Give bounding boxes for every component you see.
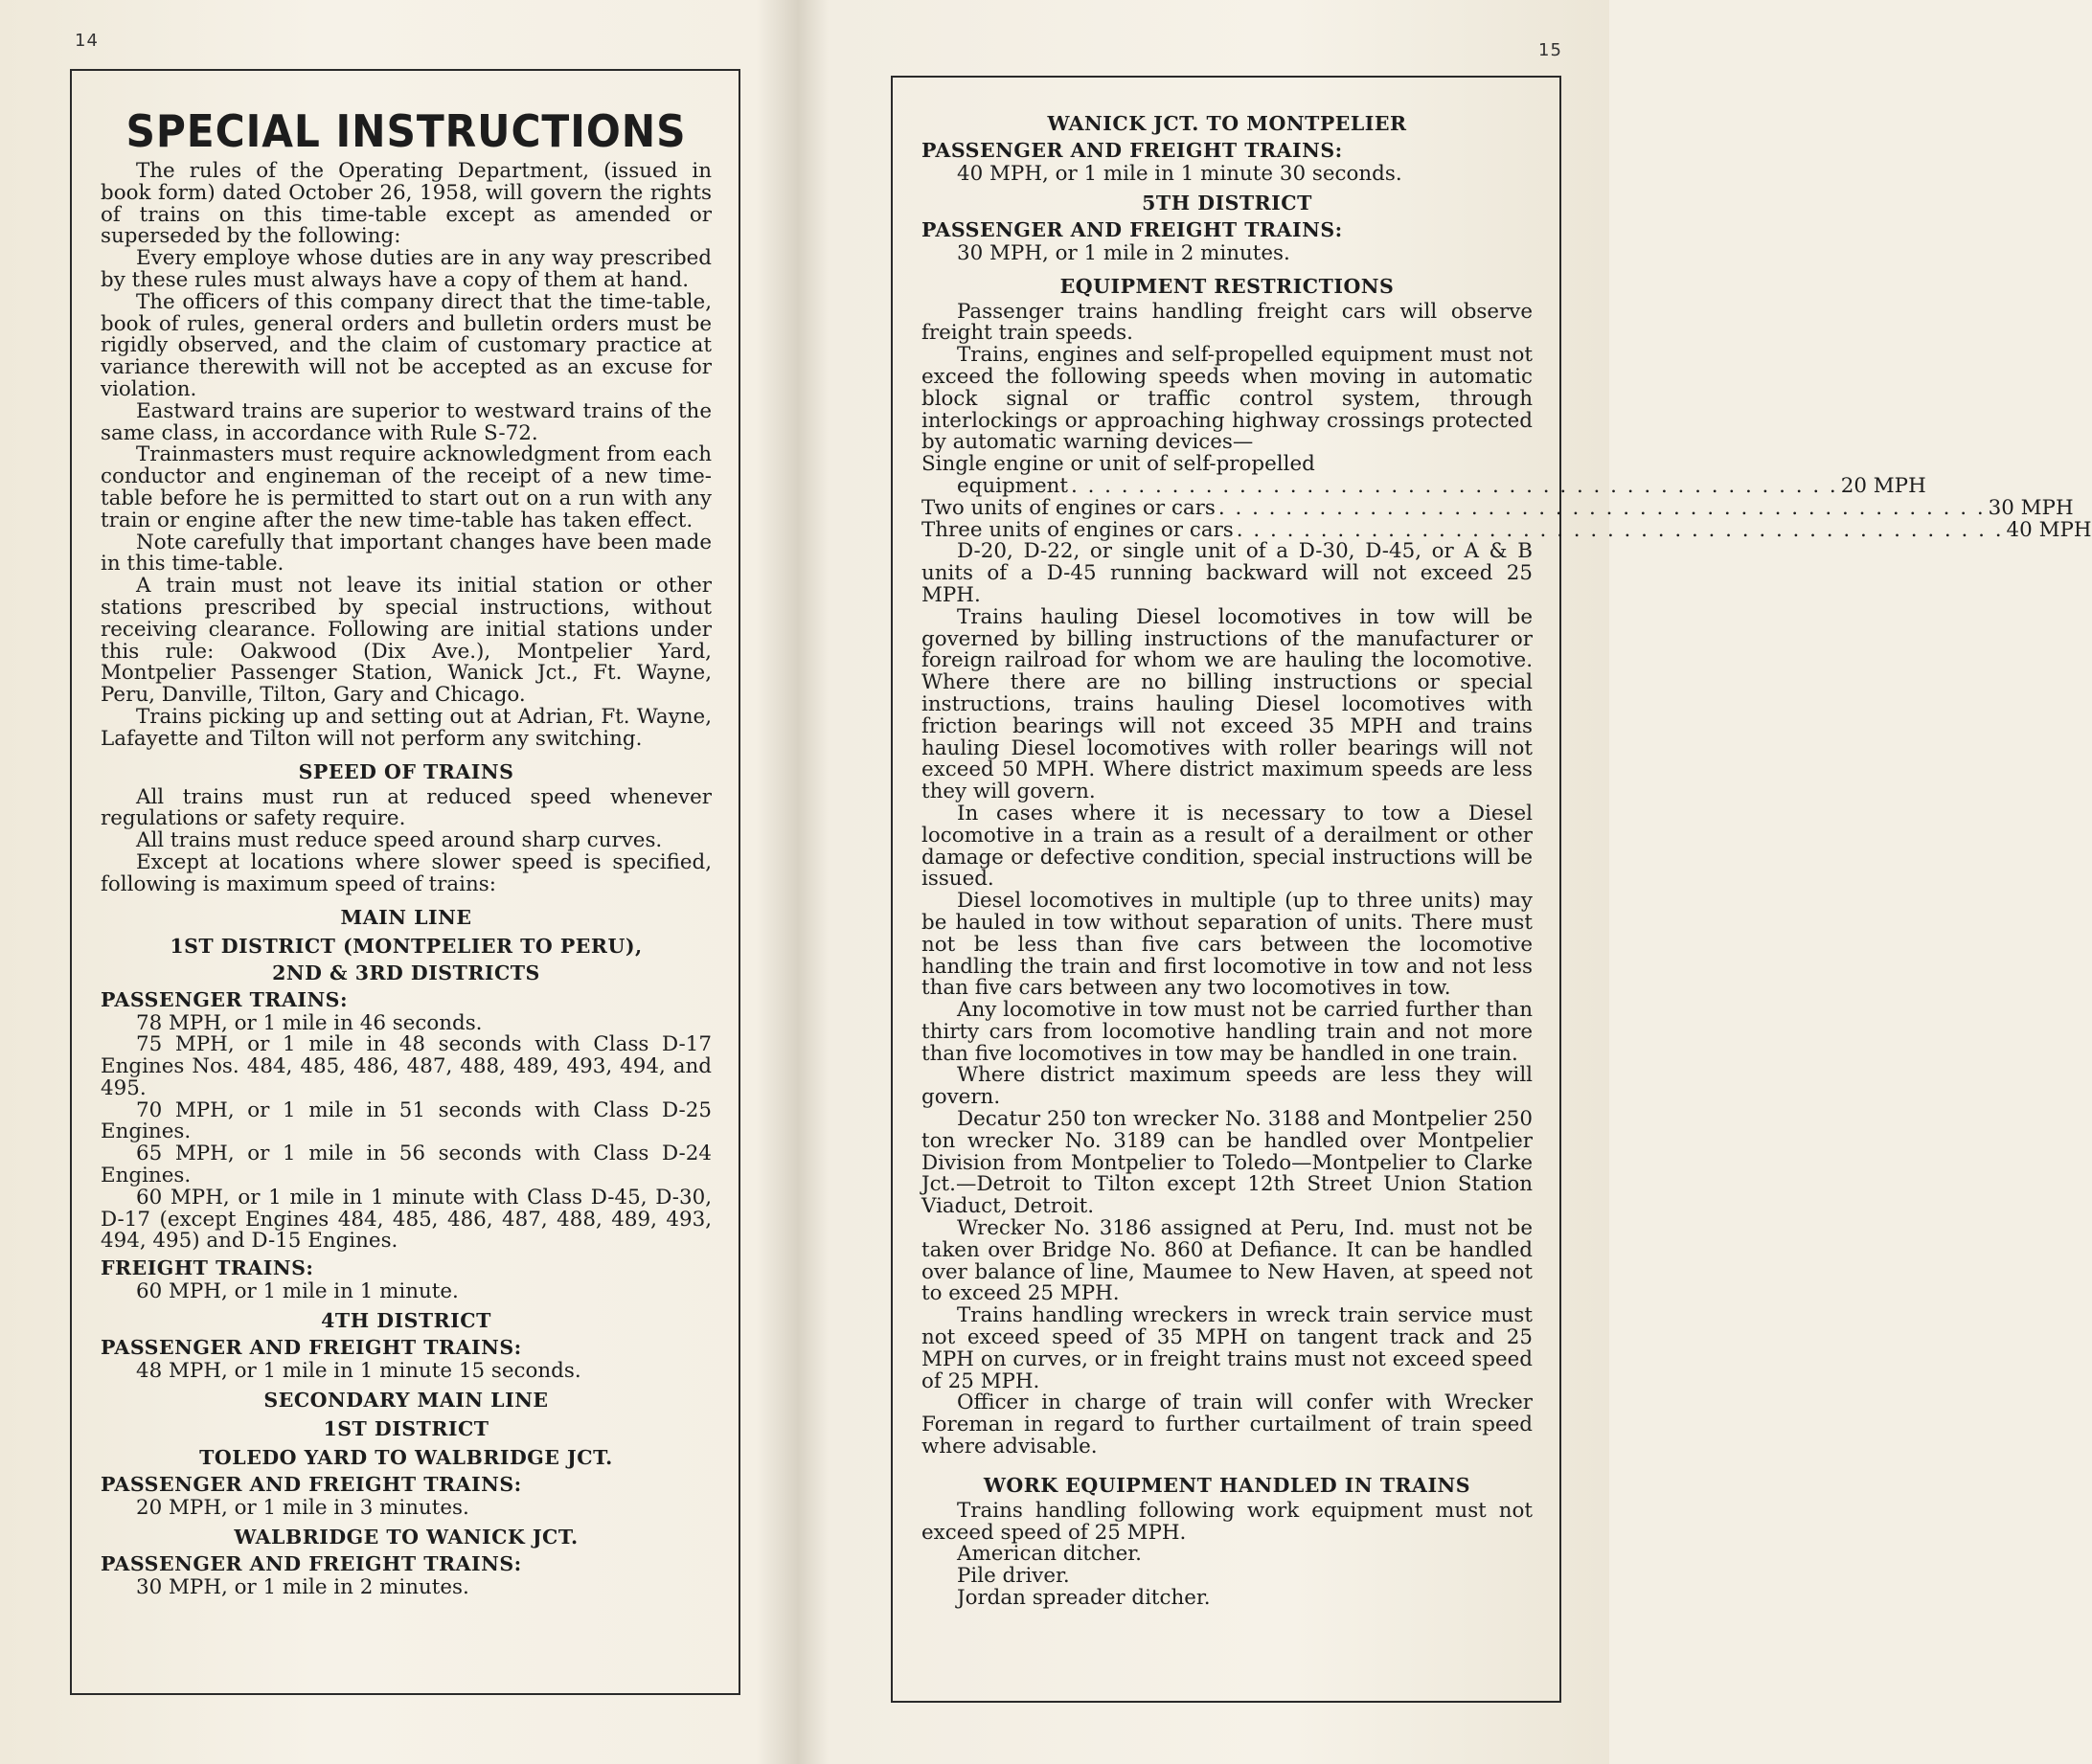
- paragraph: All trains must run at reduced speed whenever regulations or safety require.: [101, 784, 712, 831]
- speed-line: 60 MPH, or 1 mile in 1 minute with Class D-45, D-30, D-17 (except Engines 484, 485, 486, 487, 488, 489, 493, 494, 495) and D-15 Engines.: [101, 1185, 712, 1254]
- speed-table-caption: Single engine or unit of self-propelled: [921, 452, 1315, 477]
- speed-table-value: 30 MPH: [1988, 495, 2074, 520]
- right-page-frame: [891, 76, 2092, 1703]
- paragraph: Any locomotive in tow must not be carried further than thirty cars from locomotive handling train and not more than five locomotives in tow may be handled in one train.: [921, 998, 1533, 1066]
- speed-line: 40 MPH, or 1 mile in 1 minute 30 seconds.: [957, 162, 1402, 186]
- paragraph: Every employe whose duties are in any way prescribed by these rules must always have a copy of them at hand.: [101, 246, 712, 292]
- subheading: PASSENGER AND FREIGHT TRAINS:: [101, 1472, 522, 1496]
- section-heading: WANICK JCT. TO MONTPELIER: [1047, 112, 1407, 135]
- list-item: Pile driver.: [957, 1564, 1070, 1589]
- section-heading: SECONDARY MAIN LINE: [263, 1388, 549, 1412]
- subheading: PASSENGER TRAINS:: [101, 987, 349, 1011]
- paragraph: Trains picking up and setting out at Adrian, Ft. Wayne, Lafayette and Tilton will not perform any switching.: [101, 704, 712, 751]
- speed-table-label: equipment: [957, 473, 1068, 498]
- speed-line: 65 MPH, or 1 mile in 56 seconds with Class D-24 Engines.: [101, 1142, 712, 1188]
- section-heading: EQUIPMENT RESTRICTIONS: [1059, 274, 1395, 298]
- paragraph: Except at locations where slower speed is specified, following is maximum speed of trains:: [101, 849, 712, 896]
- dot-leader: . . . . . . . . . . . . . . . . . . . . . . . . . . . . . . . . . . . . . . . . . . . . . .: [1236, 517, 2004, 542]
- paragraph: The officers of this company direct that the time-table, book of rules, general orders and bulletin orders must be rigidly observed, and the claim of customary practice at variance therewith will not be accepted as an excuse for violation.: [101, 289, 712, 401]
- subheading: PASSENGER AND FREIGHT TRAINS:: [921, 139, 1343, 162]
- speed-line: 30 MPH, or 1 mile in 2 minutes.: [136, 1574, 469, 1599]
- speed-table: [921, 452, 2092, 542]
- paragraph: Trains handling wreckers in wreck train service must not exceed speed of 35 MPH on tangent track and 25 MPH on curves, or in freight trains must not exceed speed of 25 MPH.: [921, 1303, 1533, 1393]
- subheading: PASSENGER AND FREIGHT TRAINS:: [101, 1336, 522, 1360]
- paragraph: Decatur 250 ton wrecker No. 3188 and Montpelier 250 ton wrecker No. 3189 can be handled over Montpelier Division from Montpelier to Toledo—Montpelier to Clarke Jct.—Detroit to Tilton except 12th Street Union Station Viaduct, Detroit.: [921, 1107, 1533, 1219]
- section-heading: WALBRIDGE TO WANICK JCT.: [234, 1525, 579, 1549]
- list-item: Jordan spreader ditcher.: [957, 1586, 1211, 1611]
- section-heading: 1ST DISTRICT (MONTPELIER TO PERU),: [170, 934, 643, 958]
- paragraph: Where district maximum speeds are less they will govern.: [921, 1063, 1533, 1110]
- paragraph: Trainmasters must require acknowledgment from each conductor and engineman of the receipt of a new time-table before he is permitted to start out on a run with any train or engine after the new time-table has taken effect.: [101, 442, 712, 532]
- speed-line: 78 MPH, or 1 mile in 46 seconds.: [136, 1010, 483, 1035]
- section-heading: 4TH DISTRICT: [321, 1309, 491, 1333]
- section-heading: WORK EQUIPMENT HANDLED IN TRAINS: [983, 1473, 1471, 1497]
- speed-table-label: Two units of engines or cars: [921, 495, 1216, 520]
- speed-table-row: [921, 495, 2074, 520]
- left-page-frame: [70, 69, 740, 1695]
- page-title: SPECIAL INSTRUCTIONS: [125, 105, 687, 157]
- subheading: PASSENGER AND FREIGHT TRAINS:: [101, 1551, 522, 1575]
- paragraph: Trains hauling Diesel locomotives in tow will be governed by billing instructions of the manufacturer or foreign railroad for whom we are hauling the locomotive. Where there are no billing instructions or special instructions, trains hauling Diesel locomotives with friction bearings will not exceed 35 MPH and trains hauling Diesel locomotives with roller bearings will not exceed 50 MPH. Where district maximum speeds are less they will govern.: [921, 604, 1533, 804]
- section-heading: TOLEDO YARD TO WALBRIDGE JCT.: [199, 1445, 613, 1469]
- paragraph: D-20, D-22, or single unit of a D-30, D-45, or A & B units of a D-45 running backward will not exceed 25 MPH.: [921, 539, 1533, 607]
- speed-table-value: 20 MPH: [1840, 473, 1926, 498]
- paragraph: Passenger trains handling freight cars will observe freight train speeds.: [921, 299, 1533, 346]
- paragraph: Eastward trains are superior to westward trains of the same class, in accordance with Rule S-72.: [101, 398, 712, 445]
- section-heading: SPEED OF TRAINS: [298, 759, 514, 783]
- paragraph: Trains, engines and self-propelled equipment must not exceed the following speeds when moving in automatic block signal or traffic control system, through interlockings or approaching highway crossings protected by automatic warning devices—: [921, 343, 1533, 455]
- section-heading: 5TH DISTRICT: [1142, 191, 1312, 215]
- dot-leader: . . . . . . . . . . . . . . . . . . . . . . . . . . . . . . . . . . . . . . . . . . . . . .: [1070, 473, 1838, 498]
- paragraph: A train must not leave its initial station or other stations prescribed by special instructions, without receiving clearance. Following are initial stations under this rule: Oakwood (Dix Ave.), Montpelier Yard, Montpelier Passenger Station, Wanick Jct., Ft. Wayne, Peru, Danville, Tilton, Gary and Chicago.: [101, 574, 712, 708]
- subheading: PASSENGER AND FREIGHT TRAINS:: [921, 217, 1343, 241]
- section-heading: 1ST DISTRICT: [323, 1416, 489, 1440]
- paragraph: In cases where it is necessary to tow a Diesel locomotive in a train as a result of a derailment or other damage or defective condition, special instructions will be issued.: [921, 801, 1533, 892]
- speed-line: 70 MPH, or 1 mile in 51 seconds with Class D-25 Engines.: [101, 1097, 712, 1144]
- speed-line: 75 MPH, or 1 mile in 48 seconds with Class D-17 Engines Nos. 484, 485, 486, 487, 488, 489, 493, 494, and 495.: [101, 1032, 712, 1100]
- paragraph: The rules of the Operating Department, (issued in book form) dated October 26, 1958, will govern the rights of trains on this time-table except as amended or superseded by the following:: [101, 159, 712, 249]
- paragraph: Note carefully that important changes have been made in this time-table.: [101, 530, 712, 577]
- speed-line: 20 MPH, or 1 mile in 3 minutes.: [136, 1495, 469, 1520]
- speed-line: 60 MPH, or 1 mile in 1 minute.: [136, 1279, 459, 1304]
- speed-line: 48 MPH, or 1 mile in 1 minute 15 seconds.: [136, 1359, 581, 1384]
- paragraph: Diesel locomotives in multiple (up to three units) may be hauled in tow without separation of units. There must not be less than five cars between the locomotive handling the train and first locomotive in tow and not less than five cars between any two locomotives in tow.: [921, 889, 1533, 1001]
- speed-table-value: 40 MPH: [2006, 517, 2092, 542]
- subheading: FREIGHT TRAINS:: [101, 1256, 314, 1280]
- dot-leader: . . . . . . . . . . . . . . . . . . . . . . . . . . . . . . . . . . . . . . . . . . . . . .: [1217, 495, 1986, 520]
- speed-line: 30 MPH, or 1 mile in 2 minutes.: [957, 240, 1290, 265]
- paragraph: All trains must reduce speed around sharp curves.: [136, 828, 663, 853]
- paragraph: Trains handling following work equipment must not exceed speed of 25 MPH.: [921, 1498, 1533, 1545]
- paragraph: Officer in charge of train will confer with Wrecker Foreman in regard to further curtailment of train speed where advisable.: [921, 1391, 1533, 1459]
- section-heading: 2ND & 3RD DISTRICTS: [272, 961, 540, 984]
- speed-table-row: [921, 517, 2092, 542]
- speed-table-label: Three units of engines or cars: [921, 517, 1234, 542]
- section-heading: MAIN LINE: [340, 905, 472, 929]
- page-number-right: 15: [1538, 40, 1562, 60]
- speed-table-row: [921, 473, 1926, 498]
- paragraph: Wrecker No. 3186 assigned at Peru, Ind. must not be taken over Bridge No. 860 at Defiance. It can be handled over balance of line, Maumee to New Haven, at speed not to exceed 25 MPH.: [921, 1216, 1533, 1306]
- page-number-left: 14: [75, 31, 99, 51]
- list-item: American ditcher.: [957, 1542, 1142, 1567]
